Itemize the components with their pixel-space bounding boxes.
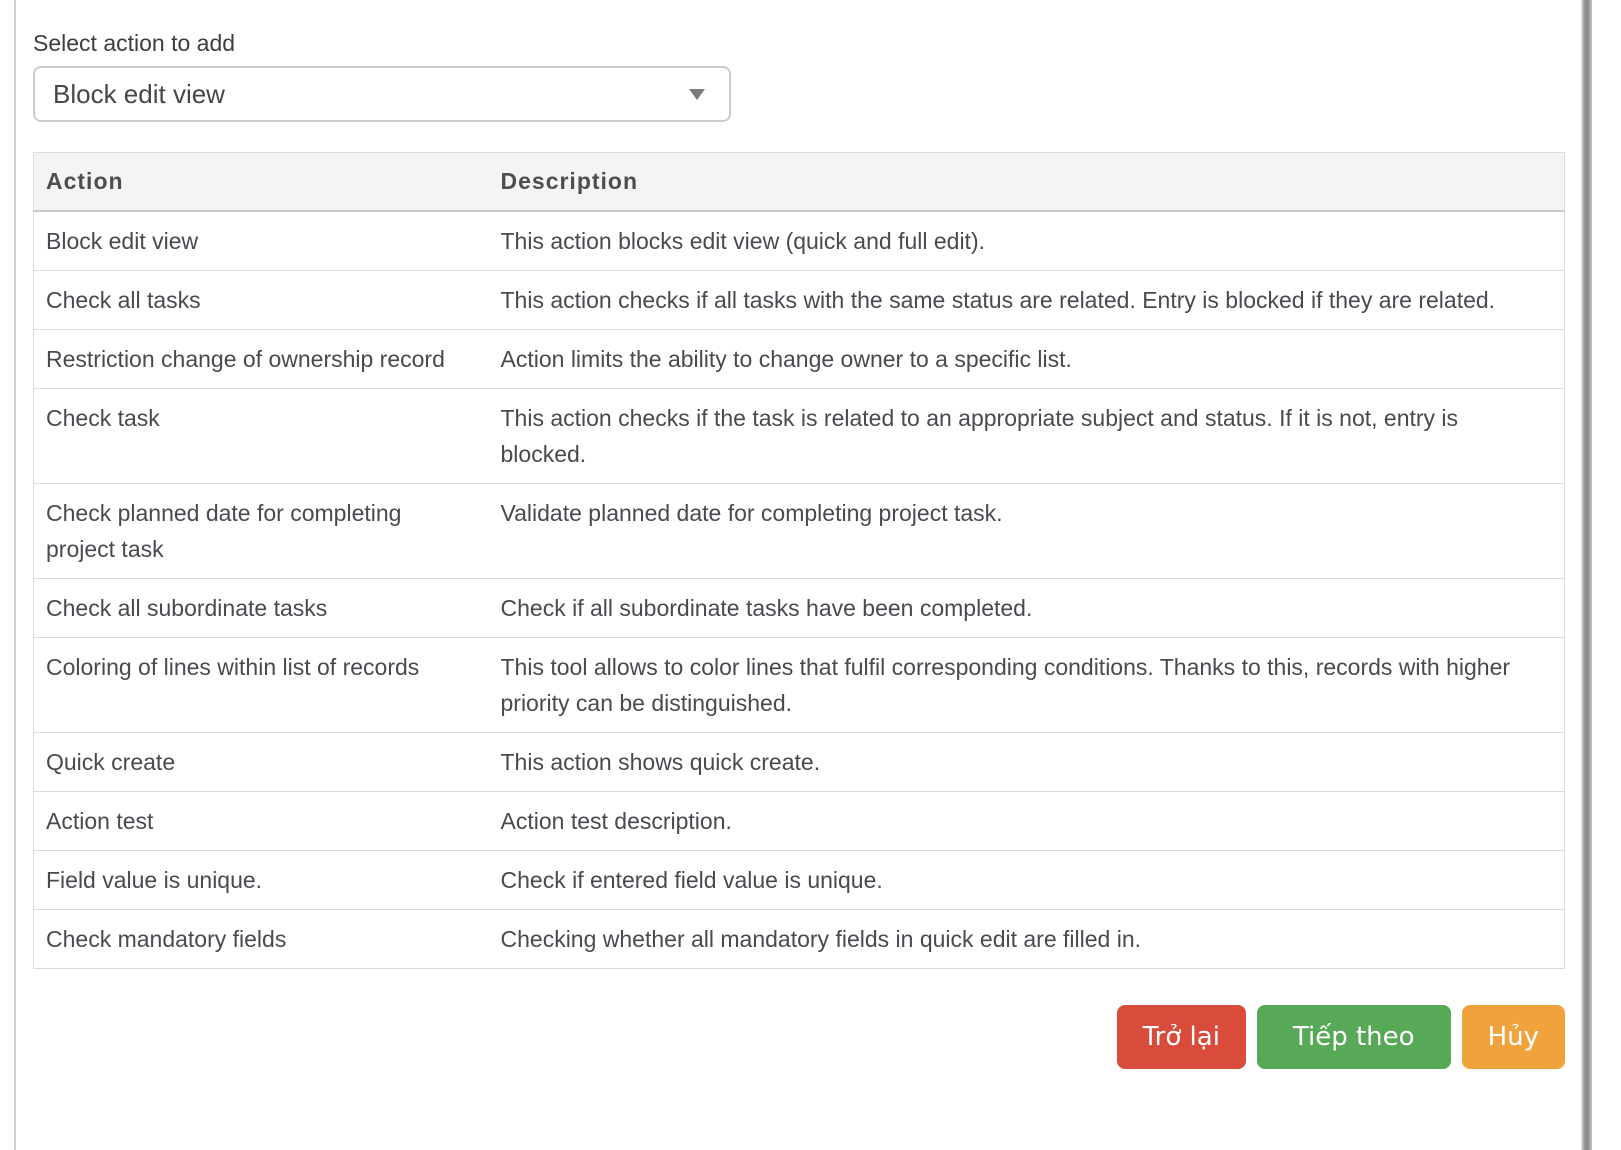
column-header-description: Description — [489, 153, 1565, 212]
description-cell: This action checks if all tasks with the same status are related. Entry is blocked if they are related. — [489, 271, 1565, 330]
action-select-value: Block edit view — [53, 78, 225, 109]
cancel-button[interactable]: Hủy — [1462, 1005, 1565, 1069]
vertical-scrollbar[interactable] — [1581, 0, 1592, 1150]
column-header-action: Action — [34, 153, 489, 212]
action-cell: Check all subordinate tasks — [34, 579, 489, 638]
description-cell: Validate planned date for completing project task. — [489, 484, 1565, 579]
table-row[interactable] — [34, 792, 1565, 851]
next-button[interactable]: Tiếp theo — [1257, 1005, 1451, 1069]
table-row[interactable] — [34, 484, 1565, 579]
table-header-row — [34, 153, 1565, 212]
table-row[interactable] — [34, 389, 1565, 484]
table-row[interactable] — [34, 733, 1565, 792]
chevron-down-icon — [689, 89, 705, 100]
action-cell: Block edit view — [46, 228, 199, 254]
action-cell: Field value is unique. — [34, 851, 489, 910]
description-cell: Check if entered field value is unique. — [489, 851, 1565, 910]
table-row[interactable] — [34, 638, 1565, 733]
action-cell: Restriction change of ownership record — [34, 330, 489, 389]
action-cell: Coloring of lines within list of records — [34, 638, 489, 733]
description-cell: This action shows quick create. — [489, 733, 1565, 792]
description-cell: Checking whether all mandatory fields in quick edit are filled in. — [489, 910, 1565, 969]
table-row[interactable] — [34, 910, 1565, 969]
description-cell: Check if all subordinate tasks have been completed. — [489, 579, 1565, 638]
select-action-label: Select action to add — [33, 30, 236, 56]
action-cell: Check mandatory fields — [34, 910, 489, 969]
action-cell: Quick create — [34, 733, 489, 792]
action-select[interactable] — [33, 66, 731, 122]
wizard-step-content — [16, 0, 1581, 1069]
description-cell: This action checks if the task is related to an appropriate subject and status. If it is not, entry is blocked. — [489, 389, 1565, 484]
back-button[interactable]: Trở lại — [1117, 1005, 1246, 1069]
action-cell: Action test — [34, 792, 489, 851]
description-cell: Action test description. — [489, 792, 1565, 851]
action-cell: Check planned date for completing project task — [34, 484, 489, 579]
table-row[interactable] — [34, 330, 1565, 389]
table-row[interactable] — [34, 579, 1565, 638]
table-row[interactable] — [34, 851, 1565, 910]
action-cell: Check task — [34, 389, 489, 484]
description-cell: Action limits the ability to change owner to a specific list. — [489, 330, 1565, 389]
wizard-button-bar — [16, 1005, 1565, 1069]
action-cell: Check all tasks — [34, 271, 489, 330]
table-row[interactable] — [34, 271, 1565, 330]
table-row[interactable] — [34, 211, 1565, 271]
description-cell: This action blocks edit view (quick and full edit). — [500, 228, 985, 254]
description-cell: This tool allows to color lines that fulfil corresponding conditions. Thanks to this, records with higher priority can be distinguished. — [489, 638, 1565, 733]
actions-table — [33, 152, 1565, 969]
